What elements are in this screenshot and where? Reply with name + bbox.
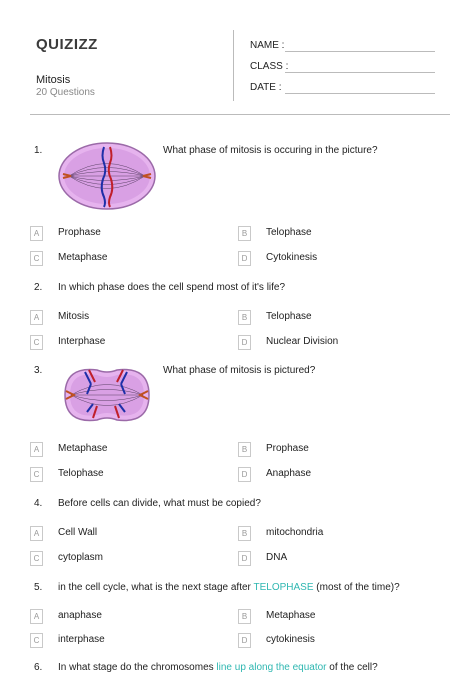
q2-option-a: Mitosis [58,311,90,322]
question-4-text: Before cells can divide, what must be copied? [58,498,261,509]
question-2-number: 2. [34,282,43,293]
q4-option-b-box[interactable]: B [238,526,251,541]
name-line[interactable] [285,51,435,52]
worksheet-title: Mitosis [36,74,71,86]
question-1-text: What phase of mitosis is occuring in the picture? [163,145,378,156]
question-4-number: 4. [34,498,43,509]
question-6-highlight: line up along the equator [216,662,327,673]
q2-option-d: Nuclear Division [266,336,339,347]
header-divider [233,30,234,101]
class-field [250,61,288,72]
q4-option-a-box[interactable]: A [30,526,43,541]
q5-option-d-box[interactable]: D [238,633,251,648]
q3-option-d: Anaphase [266,468,312,479]
question-6-text-end: of the cell? [326,662,378,673]
q4-option-a: Cell Wall [58,527,98,538]
question-5-highlight: TELOPHASE [253,582,314,593]
question-3-number: 3. [34,365,43,376]
header-bottom-rule [30,114,450,115]
question-count: 20 Questions [36,87,95,98]
name-label: NAME : [250,40,285,51]
q3-option-a-box[interactable]: A [30,442,43,457]
anaphase-cell-image [57,360,157,430]
q4-option-b: mitochondria [266,527,324,538]
q2-option-c-box[interactable]: C [30,335,43,350]
class-line[interactable] [285,72,435,73]
q1-option-d-box[interactable]: D [238,251,251,266]
question-5-text-start: in the cell cycle, what is the next stage after [58,582,254,593]
q3-option-a: Metaphase [58,443,108,454]
name-field [250,40,284,51]
q1-option-c: Metaphase [58,252,108,263]
question-3-text: What phase of mitosis is pictured? [163,365,316,376]
q1-option-a-box[interactable]: A [30,226,43,241]
question-1-number: 1. [34,145,43,156]
q4-option-c: cytoplasm [58,552,104,563]
question-5-number: 5. [34,582,43,593]
q5-option-b: Metaphase [266,610,316,621]
class-label: CLASS : [250,61,289,72]
q2-option-d-box[interactable]: D [238,335,251,350]
q4-option-d-box[interactable]: D [238,551,251,566]
question-6-text-start: In what stage do the chromosomes [58,662,217,673]
quizizz-logo: QUIZIZZ [36,36,98,53]
q5-option-d: cytokinesis [266,634,315,645]
q3-option-b-box[interactable]: B [238,442,251,457]
q2-option-b-box[interactable]: B [238,310,251,325]
q2-option-c: Interphase [58,336,106,347]
q5-option-a-box[interactable]: A [30,609,43,624]
q1-option-b: Telophase [266,227,312,238]
q4-option-d: DNA [266,552,288,563]
q1-option-d: Cytokinesis [266,252,318,263]
q5-option-b-box[interactable]: B [238,609,251,624]
q1-option-c-box[interactable]: C [30,251,43,266]
q4-option-c-box[interactable]: C [30,551,43,566]
date-label: DATE : [250,82,282,93]
q3-option-d-box[interactable]: D [238,467,251,482]
question-5-text [58,582,400,593]
question-2-text: In which phase does the cell spend most of it's life? [58,282,286,293]
q5-option-a: anaphase [58,610,102,621]
question-6-text [58,662,378,673]
question-5-text-end: (most of the time)? [313,582,400,593]
q3-option-c: Telophase [58,468,104,479]
q5-option-c-box[interactable]: C [30,633,43,648]
metaphase-cell-image [57,141,157,211]
q3-option-b: Prophase [266,443,309,454]
q1-option-b-box[interactable]: B [238,226,251,241]
q3-option-c-box[interactable]: C [30,467,43,482]
date-line[interactable] [285,93,435,94]
date-field [250,82,281,93]
q2-option-a-box[interactable]: A [30,310,43,325]
q1-option-a: Prophase [58,227,101,238]
q5-option-c: interphase [58,634,105,645]
question-6-number: 6. [34,662,43,673]
q2-option-b: Telophase [266,311,312,322]
